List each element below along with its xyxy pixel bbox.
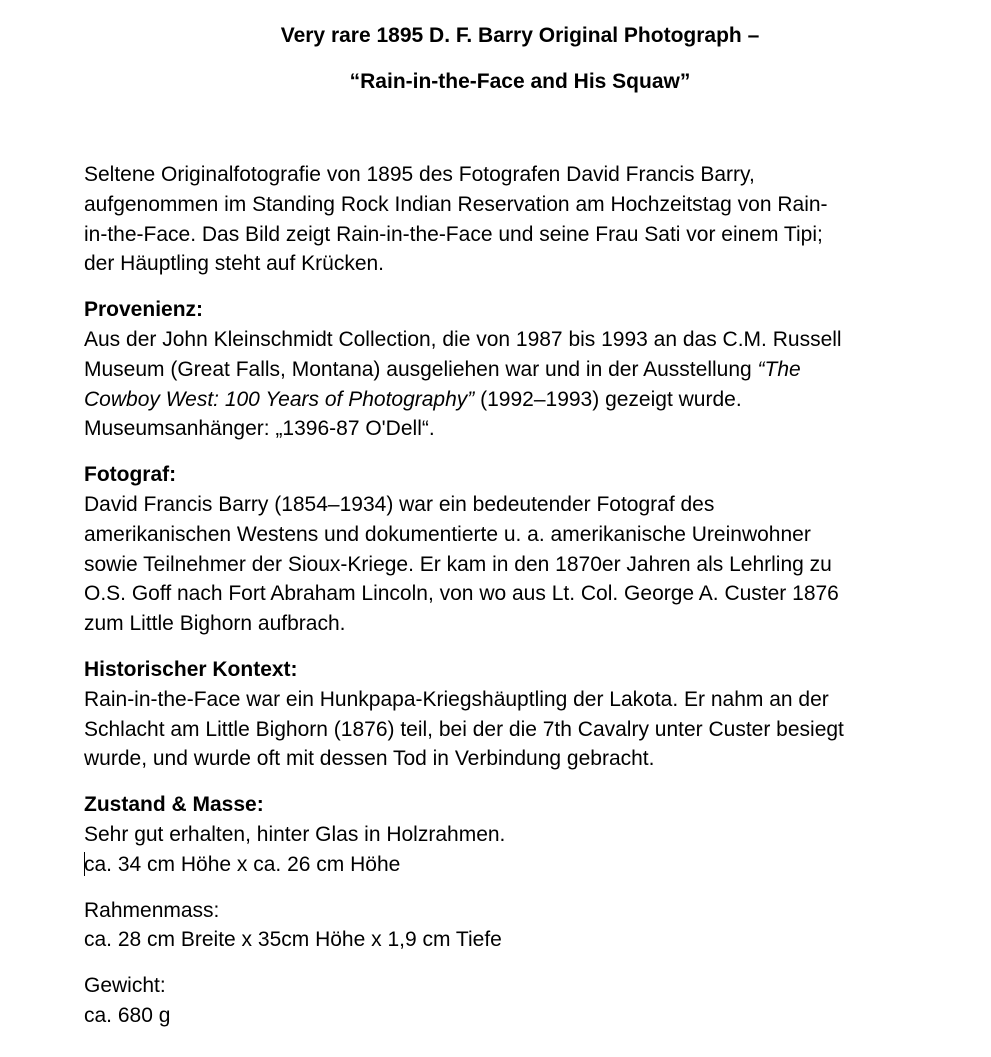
provenance-line (84, 385, 964, 415)
condition-line: Sehr gut erhalten, hinter Glas in Holzrahmen. (84, 822, 506, 846)
photographer-heading: Fotograf: (84, 463, 177, 487)
intro-line: in-the-Face. Das Bild zeigt Rain-in-the-Face und seine Frau Sati vor einem Tipi; (84, 222, 823, 246)
document-body (84, 160, 964, 1047)
dimensions-line[interactable] (84, 850, 964, 880)
exhibition-title-start: “The (757, 357, 801, 381)
context-line: Rain-in-the-Face war ein Hunkpapa-Kriegshäuptling der Lakota. Er nahm an der (84, 687, 829, 711)
frame-label: Rahmenmass: (84, 898, 220, 922)
photographer-line: O.S. Goff nach Fort Abraham Lincoln, von wo aus Lt. Col. George A. Custer 1876 (84, 582, 839, 606)
condition-heading: Zustand & Masse: (84, 793, 264, 817)
condition-section (84, 790, 964, 879)
weight-label: Gewicht: (84, 974, 166, 998)
context-heading: Historischer Kontext: (84, 657, 298, 681)
context-line: wurde, und wurde oft mit dessen Tod in Verbindung gebracht. (84, 747, 655, 771)
context-section (84, 655, 964, 774)
provenance-text: (1992–1993) gezeigt wurde. (474, 387, 742, 411)
intro-line: Seltene Originalfotografie von 1895 des Fotografen David Francis Barry, (84, 163, 755, 186)
weight-section (84, 971, 964, 1031)
frame-section (84, 896, 964, 956)
provenance-section (84, 295, 964, 444)
photographer-line: zum Little Bighorn aufbrach. (84, 612, 346, 636)
context-line: Schlacht am Little Bighorn (1876) teil, bei der die 7th Cavalry unter Custer besiegt (84, 717, 844, 741)
museum-tag-line: Museumsanhänger: „1396-87 O'Dell“. (84, 417, 435, 441)
weight-value: ca. 680 g (84, 1003, 171, 1027)
provenance-line: Aus der John Kleinschmidt Collection, die von 1987 bis 1993 an das C.M. Russell (84, 327, 842, 351)
frame-value: ca. 28 cm Breite x 35cm Höhe x 1,9 cm Tiefe (84, 928, 502, 952)
document-title-line-2: “Rain-in-the-Face and His Squaw” (349, 70, 691, 93)
intro-paragraph (84, 160, 964, 279)
provenance-heading: Provenienz: (84, 298, 204, 322)
exhibition-title-end: Cowboy West: 100 Years of Photography” (84, 387, 475, 411)
photographer-line: David Francis Barry (1854–1934) war ein bedeutender Fotograf des (84, 492, 715, 516)
provenance-line (84, 355, 964, 385)
photographer-line: sowie Teilnehmer der Sioux-Kriege. Er kam in den 1870er Jahren als Lehrling zu (84, 552, 832, 576)
provenance-text: Museum (Great Falls, Montana) ausgeliehen war und in der Ausstellung (84, 357, 758, 381)
document-title-line-1: Very rare 1895 D. F. Barry Original Photograph – (280, 24, 760, 47)
photographer-line: amerikanischen Westens und dokumentierte u. a. amerikanische Ureinwohner (84, 522, 811, 546)
dimensions-text: ca. 34 cm Höhe x ca. 26 cm Höhe (84, 852, 401, 876)
intro-line: der Häuptling steht auf Krücken. (84, 252, 385, 276)
photographer-section (84, 460, 964, 639)
intro-line: aufgenommen im Standing Rock Indian Reservation am Hochzeitstag von Rain- (84, 192, 828, 216)
